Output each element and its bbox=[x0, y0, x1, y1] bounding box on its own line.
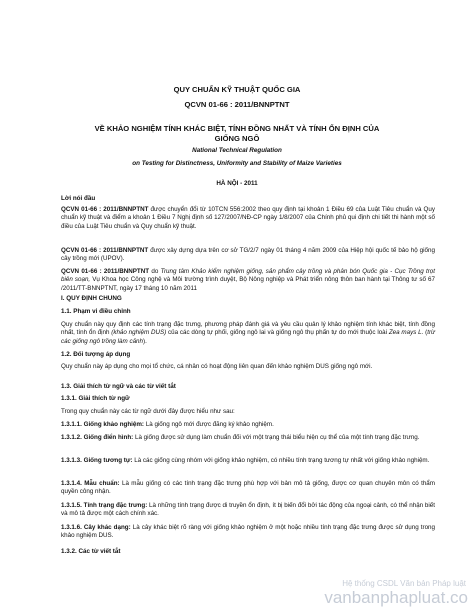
document-code: QCVN 01-66 : 2011/BNNPTNT bbox=[184, 100, 290, 109]
definition-item bbox=[61, 421, 435, 429]
definition-text: Là giống ngô mới được đăng ký khảo nghiệm. bbox=[144, 421, 274, 428]
definitions-intro: Trong quy chuẩn này các từ ngữ dưới đây được hiểu như sau: bbox=[61, 408, 235, 415]
italic-text: (khảo nghiệm DUS) bbox=[111, 329, 167, 337]
definition-item bbox=[61, 480, 435, 497]
definition-item bbox=[61, 434, 435, 442]
regulation-code: QCVN 01-66 : 2011/BNNPTNT bbox=[61, 247, 149, 254]
definition-term: 1.3.1.1. Giống khảo nghiệm: bbox=[61, 421, 145, 428]
section-1-1-heading: 1.1. Phạm vi điều chỉnh bbox=[61, 308, 131, 315]
compiler-name: Trung tâm Khảo kiểm nghiệm giống, sản phẩm cây trồng và phân bón Quốc gia - Cục Trồng trọt biên soạn, bbox=[61, 268, 435, 284]
definition-term: 1.3.1.3. Giống tương tự: bbox=[61, 457, 133, 464]
paragraph-text: ). bbox=[143, 337, 147, 345]
italic-text: trừ các giống ngô trồng làm cảnh bbox=[61, 329, 435, 345]
watermark-caption: Hệ thống CSDL Văn bản Pháp luật bbox=[342, 579, 466, 588]
foreword-heading: Lời nói đầu bbox=[61, 195, 96, 202]
definition-text: Là những tính trạng được di truyền ổn định, ít bị biến đổi bởi tác động của ngoại cảnh, có thể nhận biết và mô tả được một cách chính xác. bbox=[61, 502, 435, 518]
definition-text: Là cây khác biệt rõ ràng với giống khảo nghiệm ở một hoặc nhiều tính trạng đặc trưng được sử dụng trong khảo nghiệm DUS. bbox=[61, 524, 435, 540]
foreword-paragraph-2 bbox=[61, 247, 435, 264]
section-1-2-heading: 1.2. Đối tượng áp dụng bbox=[61, 351, 131, 358]
foreword-paragraph-1 bbox=[61, 206, 435, 231]
definition-term: 1.3.1.5. Tính trạng đặc trưng: bbox=[61, 502, 148, 509]
document-subject-line-2: GIỐNG NGÔ bbox=[214, 134, 260, 143]
paragraph-text: của các dòng tự phối, giống ngô lai và giống ngô thụ phấn tự do mới thuộc loài bbox=[166, 329, 389, 337]
applicability-paragraph: Quy chuẩn này áp dụng cho mọi tổ chức, cá nhân có hoạt động liên quan đến khảo nghiệm DUS giống ngô mới. bbox=[61, 363, 373, 370]
paragraph-text: Quy chuẩn này quy định các tính trạng đặc trưng, phương pháp đánh giá và yêu cầu quản lý khảo nghiệm tính khác biệt, tính đồng nhất, tính ổn định bbox=[61, 321, 435, 337]
species-name: Zea mays L. bbox=[388, 329, 424, 337]
english-title-line-1: National Technical Regulation bbox=[192, 147, 282, 154]
paragraph-text: do bbox=[149, 268, 161, 275]
definition-term: 1.3.1.4. Mẫu chuẩn: bbox=[61, 480, 120, 487]
definition-text: Là mẫu giống có các tính trạng đặc trưng phù hợp với bản mô tả giống, được cơ quan chuyên môn có thẩm quyền công nhận. bbox=[61, 480, 435, 496]
place-date: HÀ NỘI - 2011 bbox=[216, 180, 258, 187]
definition-term: 1.3.1.6. Cây khác dạng: bbox=[61, 524, 131, 531]
section-1-heading: I. QUY ĐỊNH CHUNG bbox=[61, 295, 122, 302]
paragraph-text: Vụ Khoa học Công nghệ và Môi trường trình duyệt, Bộ Nông nghiệp và Phát triển nông thôn ban hành tại Thông tư số 67 /2011/TT-BNNPTNT, ngày 17 tháng 10 năm 2011 bbox=[61, 276, 436, 292]
definition-text: Là các giống cùng nhóm với giống khảo nghiệm, có nhiều tính trạng tương tự nhất với giống khảo nghiệm. bbox=[132, 457, 430, 464]
paragraph-text: được chuyển đổi từ 10TCN 556:2002 theo quy định tại khoản 1 Điều 69 của Luật Tiêu chuẩn và Quy chuẩn kỹ thuật và điểm a khoản 1 Điều 7 Nghị định số 127/2007/NĐ-CP ngày 1/8/2007 của Chính phủ qui định chi tiết thi hành một số điều của Luật Tiêu chuẩn và Quy chuẩn kỹ thuật. bbox=[61, 206, 435, 230]
english-title-line-2: on Testing for Distinctness, Uniformity and Stability of Maize Varieties bbox=[132, 160, 342, 167]
definition-item bbox=[61, 524, 435, 541]
watermark-site: vanbanphapluat.co bbox=[324, 588, 468, 607]
definition-term: 1.3.1.2. Giống điển hình: bbox=[61, 434, 134, 441]
paragraph-text: được xây dựng dựa trên cơ sở TG/2/7 ngày 01 tháng 4 năm 2009 của Hiệp hội quốc tế bảo hộ giống cây trồng mới (UPOV). bbox=[61, 247, 435, 263]
scope-paragraph bbox=[61, 321, 435, 346]
section-1-3-1-heading: 1.3.1. Giải thích từ ngữ bbox=[61, 395, 130, 402]
definition-text: Là giống được sử dụng làm chuẩn đối với một trạng thái biểu hiện cụ thể của một tính trạng đặc trưng. bbox=[133, 434, 420, 441]
document-subject-line-1: VỀ KHẢO NGHIỆM TÍNH KHÁC BIỆT, TÍNH ĐỒNG NHẤT VÀ TÍNH ỔN ĐỊNH CỦA bbox=[94, 124, 380, 133]
document-title: QUY CHUẨN KỸ THUẬT QUỐC GIA bbox=[173, 85, 301, 94]
regulation-code: QCVN 01-66 : 2011/BNNPTNT bbox=[61, 206, 149, 213]
section-1-3-2-heading: 1.3.2. Các từ viết tắt bbox=[61, 548, 121, 555]
paragraph-text: ( bbox=[423, 329, 428, 337]
foreword-paragraph-3 bbox=[61, 268, 435, 293]
definition-item bbox=[61, 502, 435, 519]
regulation-code: QCVN 01-66 : 2011/BNNPTNT bbox=[61, 268, 150, 275]
section-1-3-heading: 1.3. Giải thích từ ngữ và các từ viết tắt bbox=[61, 383, 176, 390]
definition-item bbox=[61, 457, 435, 465]
